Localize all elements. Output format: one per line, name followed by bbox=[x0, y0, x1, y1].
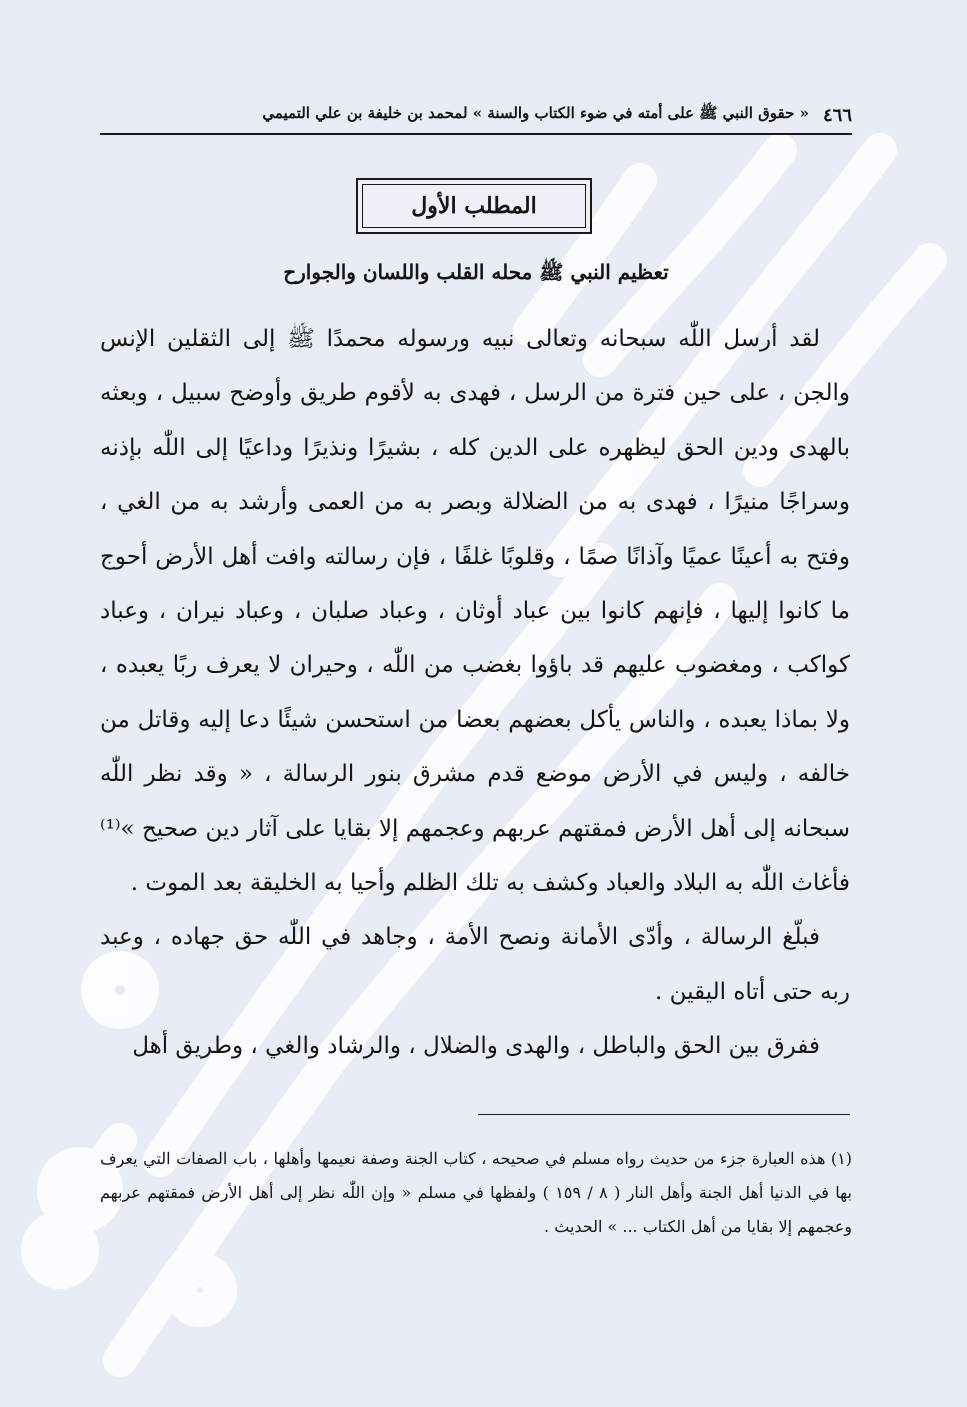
paragraph-3: ففرق بين الحق والباطل ، والهدى والضلال ، والرشاد والغي ، وطريق أهل bbox=[132, 1033, 820, 1060]
running-header bbox=[100, 100, 852, 130]
footnote bbox=[100, 1142, 852, 1244]
paragraph-2: فبلّغ الرسالة ، وأدّى الأمانة ونصح الأمة ، وجاهد في اللّٰه حق جهاده ، وعبد ربه حتى أتاه اليقين . bbox=[100, 924, 850, 1005]
footnote-rule bbox=[478, 1114, 850, 1115]
main-text bbox=[100, 312, 850, 1074]
running-title: « حقوق النبي ﷺ على أمته في ضوء الكتاب والسنة » لمحمد بن خليفة بن علي التميمي bbox=[262, 104, 809, 122]
section-heading: المطلب الأول bbox=[362, 184, 586, 228]
paragraph-1: لقد أرسل اللّٰه سبحانه وتعالى نبيه ورسوله محمدًا ﷺ إلى الثقلين الإنس والجن ، على حين فترة من الرسل ، فهدى به لأقوم طريق وأوضح سبيل ، وبعثه بالهدى ودين الحق ليظهره على الدين كله ، بشيرًا ونذيرًا وداعيًا إلى اللّٰه بإذنه وسراجًا منيرًا ، فهدى به من الضلالة وبصر به من العمى وأرشد به من الغي ، وفتح به أعينًا عميًا وآذانًا صمًا ، وقلوبًا غلفًا ، فإن رسالته وافت أهل الأرض أحوج ما كانوا إليها ، فإنهم كانوا بين عباد أوثان ، وعباد صلبان ، وعباد نيران ، وعباد كواكب ، ومغضوب عليهم قد باؤوا بغضب من اللّٰه ، وحيران لا يعرف ربًا يعبده ، ولا بماذا يعبده ، والناس يأكل بعضهم بعضا من استحسن شيئًا دعا إليه وقاتل من خالفه ، وليس في الأرض موضع قدم مشرق بنور الرسالة ، « وقد نظر اللّٰه سبحانه إلى أهل الأرض فمقتهم عربهم وعجمهم إلا بقايا على آثار دين صحيح »⁽¹⁾ فأغاث اللّٰه به البلاد والعباد وكشف به تلك الظلم وأحيا به الخليقة بعد الموت . bbox=[100, 326, 850, 897]
section-heading-box bbox=[356, 178, 592, 234]
section-subtitle: تعظيم النبي ﷺ محله القلب واللسان والجوارح bbox=[283, 260, 669, 284]
footnote-1: (١) هذه العبارة جزء من حديث رواه مسلم في صحيحه ، كتاب الجنة وصفة نعيمها وأهلها ، باب الصفات التي يعرف بها في الدنيا أهل الجنة وأهل النار ( ٨ / ١٥٩ ) ولفظها في مسلم « وإن اللّٰه نظر إلى أهل الأرض فمقتهم عربهم وعجمهم إلا بقايا من أهل الكتاب ... » الحديث . bbox=[100, 1149, 853, 1236]
page-number: ٤٦٦ bbox=[822, 104, 852, 126]
header-rule bbox=[100, 133, 852, 135]
